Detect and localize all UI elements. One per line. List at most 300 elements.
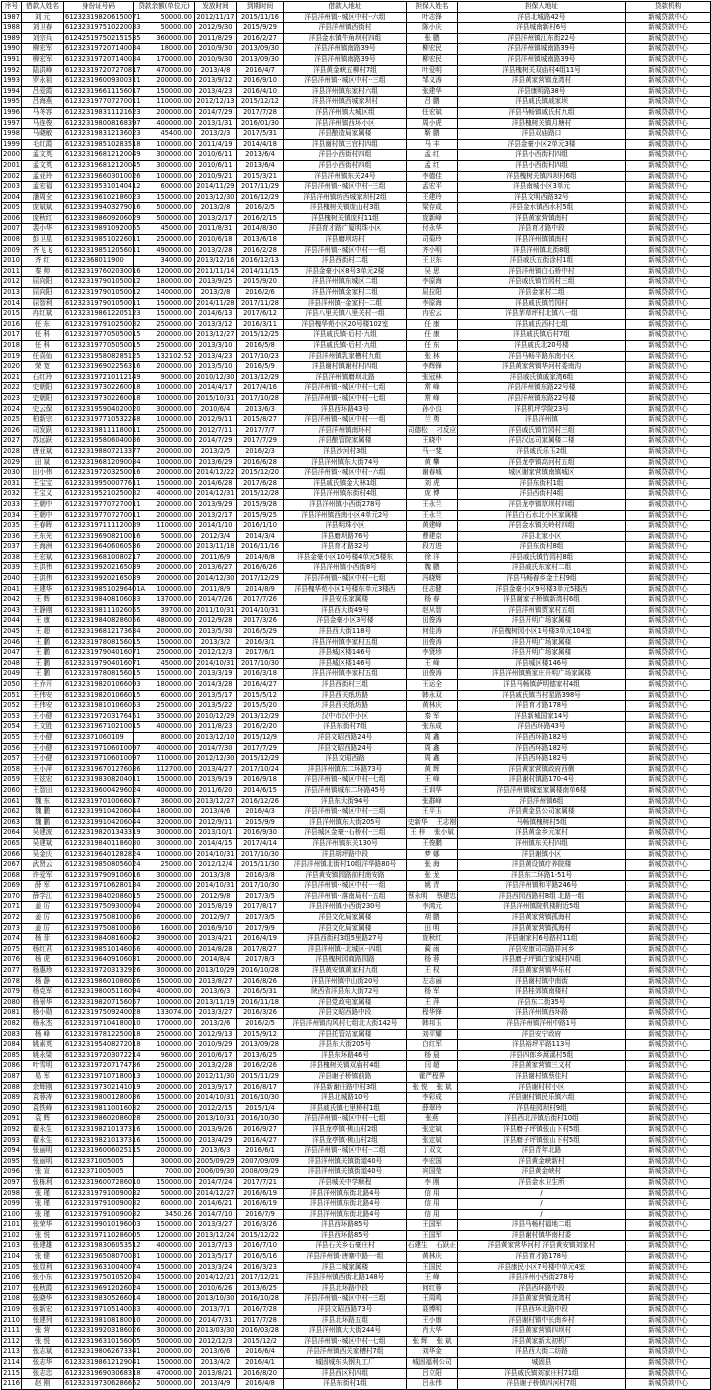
cell-guarantor-name: 张群峰 (407, 796, 458, 807)
cell-loan-balance: 200000.00 (134, 446, 195, 457)
cell-loan-institution: 新城贷款中心 (626, 457, 711, 468)
cell-borrower-name: 冉红斌 (22, 309, 64, 320)
table-row (2, 764, 711, 775)
table-row (2, 235, 711, 246)
cell-issue-date: 2013/2/3 (195, 129, 237, 140)
cell-loan-institution: 新城贷款中心 (626, 446, 711, 457)
cell-borrower-address: 洋县洋州镇东大街74号 (284, 457, 407, 468)
cell-due-date: 2016/10/30 (237, 1093, 284, 1104)
cell-id-number: 612323199202165039 (64, 574, 134, 585)
cell-seq: 2077 (2, 966, 22, 977)
cell-due-date: 2017/7/28 (237, 1315, 284, 1326)
cell-borrower-address: 洋县东大街94号 (284, 796, 407, 807)
table-row (2, 1273, 711, 1284)
cell-due-date: 2016/4/27 (237, 680, 284, 691)
cell-seq: 2053 (2, 711, 22, 722)
cell-due-date: 2016/4/7 (237, 65, 284, 76)
cell-borrower-address: 洋县新谢庄路中村3组 (284, 1082, 407, 1093)
cell-id-number: 612323198401186030 (64, 838, 134, 849)
table-row (2, 341, 711, 352)
cell-loan-balance: 150000.00 (134, 1262, 195, 1273)
cell-guarantor-address: 洋县槐树关镇四坝村6组 (458, 171, 626, 182)
cell-guarantor-name: 李宏国 (407, 1156, 458, 1167)
cell-issue-date: 2010/6/4 (195, 404, 237, 415)
cell-seq: 2019 (2, 351, 22, 362)
table-row (2, 891, 711, 902)
cell-seq: 1990 (2, 44, 22, 55)
cell-borrower-name: 田 斌 (22, 457, 64, 468)
cell-loan-balance: 45000.00 (134, 224, 195, 235)
cell-due-date: 2016/2/26 (237, 1061, 284, 1072)
cell-guarantor-name: 徐 洋 (407, 552, 458, 563)
cell-loan-balance: 150000.00 (134, 478, 195, 489)
cell-guarantor-name: 谢春城 (407, 468, 458, 479)
cell-guarantor-name: 史新华 王志刚 (407, 817, 458, 828)
cell-borrower-name: 王朝中 (22, 499, 64, 510)
cell-seq: 2084 (2, 1040, 22, 1051)
table-row (2, 552, 711, 563)
cell-guarantor-name: 吕立阳 (407, 1368, 458, 1379)
cell-id-number: 612323198807213377 (64, 446, 134, 457)
cell-id-number: 612323196004296024 (64, 785, 134, 796)
cell-id-number: 612323198402086015 (64, 891, 134, 902)
cell-guarantor-name: 程华锋 (407, 1008, 458, 1019)
cell-loan-institution: 新城贷款中心 (626, 383, 711, 394)
cell-loan-institution: 新城贷款中心 (626, 531, 711, 542)
cell-guarantor-name: 王 峰 (407, 775, 458, 786)
cell-id-number: 612323196009300311 (64, 76, 134, 87)
cell-seq: 2056 (2, 743, 22, 754)
cell-loan-balance: 120000.00 (134, 1230, 195, 1241)
cell-guarantor-address: 洋县谢家村6号路村11组 (458, 934, 626, 945)
cell-guarantor-address: 洋县城南新村6号 (458, 23, 626, 34)
table-row (2, 65, 711, 76)
cell-id-number: 612323196812120049 (64, 150, 134, 161)
cell-guarantor-name: 宾国莹 (407, 1167, 458, 1178)
cell-borrower-name: 赵 刚 (22, 1379, 64, 1390)
cell-loan-institution: 新城贷款中心 (626, 1294, 711, 1305)
cell-guarantor-address: 洋县双庙路口 (458, 129, 626, 140)
cell-loan-balance: 300000.00 (134, 436, 195, 447)
table-row (2, 139, 711, 150)
cell-due-date: 2016/4/27 (237, 1135, 284, 1146)
cell-issue-date: 2013/5/22 (195, 701, 237, 712)
cell-guarantor-name: 周 鑫 (407, 732, 458, 743)
table-row (2, 542, 711, 553)
cell-guarantor-address: 洋县西园西路村8组 北路一组 (458, 891, 626, 902)
cell-guarantor-name: 王平玉 (407, 807, 458, 818)
cell-guarantor-name: 王运全 (407, 680, 458, 691)
cell-seq: 2027 (2, 436, 22, 447)
cell-loan-balance: 200000.00 (134, 552, 195, 563)
cell-borrower-name: 张丽明 (22, 1146, 64, 1157)
cell-loan-institution: 新城贷款中心 (626, 86, 711, 97)
cell-borrower-address: 洋县洋州镇··城区中村··三组 (284, 1294, 407, 1305)
cell-borrower-name: 柳宏军 (22, 44, 64, 55)
cell-guarantor-address: 洋县谢村镇中南街 (458, 976, 626, 987)
cell-seq: 2006 (2, 213, 22, 224)
table-row (2, 1008, 711, 1019)
cell-borrower-address: 洋县黄安镇园路前村南安路 (284, 870, 407, 881)
cell-borrower-name: 屈向阳 (22, 288, 64, 299)
cell-due-date: 2016/10/30 (237, 1114, 284, 1125)
cell-due-date: 2016/3/18 (237, 669, 284, 680)
cell-guarantor-address: 洋县戚氏北20号楼 (458, 341, 626, 352)
cell-seq: 2065 (2, 838, 22, 849)
cell-due-date: 2017/7/26 (237, 595, 284, 606)
cell-loan-balance: 140000.00 (134, 288, 195, 299)
cell-seq: 2046 (2, 637, 22, 648)
cell-loan-institution: 新城贷款中心 (626, 1008, 711, 1019)
cell-borrower-name: 王宏斌 (22, 552, 64, 563)
cell-due-date: 2017/6/12 (237, 309, 284, 320)
cell-borrower-name: 齐飞飞 (22, 245, 64, 256)
table-row (2, 1061, 711, 1072)
cell-borrower-address: 洋县洋州镇西街北路148号 (284, 1273, 407, 1284)
cell-borrower-address: 洋县西区村四组 (284, 1368, 407, 1379)
cell-borrower-address: 洋县洋州镇·唐寨中路·一组 (284, 1252, 407, 1263)
cell-id-number: 612323197904016071 (64, 658, 134, 669)
cell-guarantor-address: 洋县西大街二纺路 (458, 1347, 626, 1358)
cell-guarantor-address: 洋县育才路中段 (458, 224, 626, 235)
cell-id-number: 612323195310140412 (64, 182, 134, 193)
cell-loan-institution: 新城贷款中心 (626, 807, 711, 818)
cell-seq: 2035 (2, 521, 22, 532)
cell-guarantor-address: 洋县城区楼146号 (458, 658, 626, 669)
cell-loan-institution: 新城贷款中心 (626, 1241, 711, 1252)
cell-id-number: 612323196310156005 (64, 1336, 134, 1347)
cell-guarantor-address: 洋县谢村镇蔡佳村 (458, 1071, 626, 1082)
table-row (2, 309, 711, 320)
table-row (2, 1135, 711, 1146)
cell-id-number: 61232368011900 (64, 256, 134, 267)
header-due-date: 到期时间 (237, 2, 284, 13)
cell-issue-date: 2014/7/26 (195, 595, 237, 606)
cell-guarantor-name: 屈拉阳 (407, 288, 458, 299)
cell-id-number: 612323197710532248 (64, 415, 134, 426)
table-row (2, 1156, 711, 1167)
cell-loan-balance: 150000.00 (134, 1358, 195, 1369)
cell-seq: 2014 (2, 298, 22, 309)
cell-guarantor-address: 洋县汉远司家属楼二楼 (458, 436, 626, 447)
cell-guarantor-address: 洋县青年北路 (458, 1146, 626, 1157)
cell-loan-balance: 500000.00 (134, 203, 195, 214)
table-row (2, 404, 711, 415)
cell-seq: 2054 (2, 722, 22, 733)
cell-loan-institution: 新城贷款中心 (626, 563, 711, 574)
cell-borrower-address: 洋县洋州镇城东二环路45号 (284, 785, 407, 796)
cell-id-number: 612323195408272018 (64, 1040, 134, 1051)
cell-guarantor-name: 田俊涛 (407, 637, 458, 648)
cell-borrower-address: 洋县洋州镇··城区中村··三组 (284, 182, 407, 193)
cell-borrower-name: 吴金庆 (22, 849, 64, 860)
cell-due-date: 2016/3/11 (237, 319, 284, 330)
cell-issue-date: 2013/3/19 (195, 669, 237, 680)
cell-guarantor-address: 洋县洋州镇 (458, 415, 626, 426)
cell-seq: 2105 (2, 1262, 22, 1273)
table-row (2, 1146, 711, 1157)
cell-loan-balance: 96000.00 (134, 1050, 195, 1061)
table-row (2, 584, 711, 595)
cell-borrower-name: 王宝义 (22, 489, 64, 500)
cell-issue-date: 2013/2/8 (195, 203, 237, 214)
table-row (2, 171, 711, 182)
cell-due-date: 2017/9/9 (237, 923, 284, 934)
cell-loan-balance: 200000.00 (134, 468, 195, 479)
cell-seq: 2015 (2, 309, 22, 320)
cell-id-number: 612323198201343319 (64, 828, 134, 839)
cell-borrower-name: 王春晖 (22, 521, 64, 532)
cell-guarantor-address: 洋县西街村4组 (458, 489, 626, 500)
cell-due-date: 2015/9/9 (237, 817, 284, 828)
table-row (2, 648, 711, 659)
cell-guarantor-address: 洋县小西街村四组 (458, 160, 626, 171)
cell-loan-balance: 170000.00 (134, 54, 195, 65)
cell-guarantor-name: 张 鹏 (407, 33, 458, 44)
cell-guarantor-name: 张东成 (407, 722, 458, 733)
table-row (2, 743, 711, 754)
cell-borrower-address: 洋县胡坪路中段 (284, 849, 407, 860)
cell-issue-date: 2005/09/29 (195, 1156, 237, 1167)
cell-loan-institution: 新城贷款中心 (626, 341, 711, 352)
table-row (2, 33, 711, 44)
cell-guarantor-address: 洋州镇东关村四组 (458, 838, 626, 849)
cell-id-number: 612323198510283518 (64, 139, 134, 150)
cell-loan-balance: 150000.00 (134, 298, 195, 309)
cell-seq: 2106 (2, 1273, 22, 1284)
cell-borrower-name: 任 科 (22, 330, 64, 341)
cell-guarantor-address: 洋县东二环路1-51号 (458, 870, 626, 881)
cell-id-number: 612323197812250018 (64, 1029, 134, 1040)
cell-guarantor-address: / (458, 1188, 626, 1199)
cell-loan-balance: 500000.00 (134, 213, 195, 224)
cell-borrower-address: 洋县洋州镇··城区中村··七组 (284, 393, 407, 404)
cell-issue-date: 2012/11/30 (195, 1071, 237, 1082)
cell-guarantor-address: 洋县龙亭镇草坝村四组 (458, 499, 626, 510)
cell-due-date: 2013/6/25 (237, 1050, 284, 1061)
cell-loan-institution: 新城贷款中心 (626, 298, 711, 309)
cell-guarantor-address: 洋县育才路178号 (458, 1252, 626, 1263)
cell-borrower-address: 洋县洋州镇··城区中村··七组 (284, 775, 407, 786)
cell-guarantor-name: 王 峰 (407, 1273, 458, 1284)
cell-due-date: 2016/3/8 (237, 870, 284, 881)
cell-guarantor-address: 洋县谢镇小区 (458, 849, 626, 860)
cell-borrower-name: 王海洲 (22, 542, 64, 553)
cell-loan-institution: 新城贷款中心 (626, 1368, 711, 1379)
cell-borrower-name: 石红玲 (22, 372, 64, 383)
cell-due-date: 2016/9/27 (237, 1124, 284, 1135)
cell-guarantor-address: 洋县机坪学院23号 (458, 404, 626, 415)
cell-loan-balance: 150000.00 (134, 669, 195, 680)
cell-id-number: 612323198312136023 (64, 129, 134, 140)
cell-id-number: 612323196406060536 (64, 542, 134, 553)
cell-due-date: 2017/10/30 (237, 881, 284, 892)
cell-id-number: 612323197705050015 (64, 341, 134, 352)
cell-due-date: 2017/6/1 (237, 648, 284, 659)
cell-due-date: 2017/12/29 (237, 574, 284, 585)
table-row (2, 531, 711, 542)
cell-borrower-address: 汉中市汉中小区 (284, 711, 407, 722)
cell-borrower-name: 杨景华 (22, 997, 64, 1008)
cell-loan-balance: 100000.00 (134, 457, 195, 468)
cell-borrower-name: 吕海燕 (22, 97, 64, 108)
table-row (2, 1124, 711, 1135)
cell-id-number: 612323196902256316 (64, 362, 134, 373)
cell-loan-institution: 新城贷款中心 (626, 690, 711, 701)
cell-guarantor-address: 洋县谢村村小区 (458, 1082, 626, 1093)
cell-issue-date: 2010/9/21 (195, 171, 237, 182)
cell-id-number: 612323197602030016 (64, 266, 134, 277)
cell-issue-date: 2012/7/11 (195, 425, 237, 436)
cell-guarantor-address: 洋县小西街村四组 (458, 150, 626, 161)
cell-due-date: 2015/5/12 (237, 690, 284, 701)
cell-loan-balance: 400000.00 (134, 722, 195, 733)
table-row (2, 457, 711, 468)
cell-id-number: 612323197705050015 (64, 330, 134, 341)
cell-issue-date: 2014/7/24 (195, 1177, 237, 1188)
cell-borrower-name: 王智田 (22, 785, 64, 796)
cell-guarantor-name: 姚 青 (407, 881, 458, 892)
cell-issue-date: 2013/2/5 (195, 446, 237, 457)
cell-guarantor-address: 洋县西环路182号 (458, 754, 626, 765)
table-row (2, 372, 711, 383)
cell-seq: 1989 (2, 33, 22, 44)
cell-guarantor-address: 洋县戚氏镇竹园村 (458, 298, 626, 309)
cell-loan-institution: 新城贷款中心 (626, 1273, 711, 1284)
cell-guarantor-address: 洋县洋州镇贾家村五组 (458, 605, 626, 616)
cell-loan-balance: 7000.00 (134, 1167, 195, 1178)
cell-loan-institution: 新城贷款中心 (626, 1188, 711, 1199)
table-row (2, 1283, 711, 1294)
cell-guarantor-name: 任宏斌 (407, 107, 458, 118)
cell-borrower-name: 吴建斌 (22, 838, 64, 849)
table-row (2, 192, 711, 203)
cell-seq: 2033 (2, 499, 22, 510)
cell-issue-date: 2013/3/8 (195, 870, 237, 881)
table-row (2, 182, 711, 193)
cell-guarantor-name: 吕 鹏 (407, 97, 458, 108)
cell-borrower-name: 张 宣 (22, 1167, 64, 1178)
cell-due-date: 2013/12/29 (237, 711, 284, 722)
cell-issue-date: 2010/6/11 (195, 160, 237, 171)
table-row (2, 160, 711, 171)
cell-loan-balance: 200000.00 (134, 1146, 195, 1157)
cell-due-date: 2015/12/29 (237, 754, 284, 765)
cell-guarantor-name: 黄林庆 (407, 1252, 458, 1263)
cell-issue-date: 2013/4/27 (195, 764, 237, 775)
table-row (2, 1093, 711, 1104)
cell-loan-balance: 400000.00 (134, 944, 195, 955)
cell-seq: 2049 (2, 669, 22, 680)
cell-borrower-address: 洋县谢子桥镇前路 (284, 1071, 407, 1082)
cell-guarantor-address: 洋县洋州镇城南路39号 (458, 54, 626, 65)
cell-issue-date: 2014/3/28 (195, 680, 237, 691)
cell-guarantor-address: 洋县黄金乡元家村 (458, 828, 626, 839)
cell-loan-institution: 新城贷款中心 (626, 881, 711, 892)
cell-seq: 1994 (2, 86, 22, 97)
table-row (2, 213, 711, 224)
cell-due-date: 2016/6/19 (237, 1199, 284, 1210)
header-borrower-address: 借款人地址 (284, 2, 407, 13)
cell-guarantor-name: 张定斌 (407, 1124, 458, 1135)
cell-guarantor-name: 黄 辉 (407, 764, 458, 775)
cell-seq: 2008 (2, 235, 22, 246)
cell-seq: 2109 (2, 1305, 22, 1316)
cell-id-number: 612323198111180011 (64, 425, 134, 436)
cell-due-date: 2016/9/10 (237, 76, 284, 87)
cell-guarantor-address: 洋县黄金县公司家属楼 (458, 807, 626, 818)
cell-loan-institution: 新城贷款中心 (626, 489, 711, 500)
cell-guarantor-name: 信 用 (407, 1199, 458, 1210)
cell-seq: 2061 (2, 796, 22, 807)
cell-borrower-address: 洋县龙亭镇·桃山村2组 (284, 1135, 407, 1146)
cell-seq: 2091 (2, 1114, 22, 1125)
cell-loan-balance: 50000.00 (134, 531, 195, 542)
cell-guarantor-name: 周 鑫 (407, 754, 458, 765)
cell-borrower-address: 洋县洋州镇··落南局村··五组 (284, 891, 407, 902)
cell-issue-date: 2011/11/14 (195, 266, 237, 277)
cell-borrower-address: 洋县洋州镇··城区中村··七组 (284, 574, 407, 585)
cell-due-date: 2016/12/29 (237, 192, 284, 203)
cell-loan-institution: 新城贷款中心 (626, 160, 711, 171)
cell-guarantor-address: 洋县洋州镇东路22号楼 (458, 383, 626, 394)
cell-id-number: 612323198062673341 (64, 1347, 134, 1358)
cell-borrower-name: 齐 红 (22, 256, 64, 267)
cell-seq: 2025 (2, 415, 22, 426)
cell-seq: 2032 (2, 489, 22, 500)
cell-loan-institution: 新城贷款中心 (626, 351, 711, 362)
cell-loan-balance: 250000.00 (134, 235, 195, 246)
cell-loan-balance: 400000.00 (134, 785, 195, 796)
cell-due-date: 2016/5/8 (237, 341, 284, 352)
cell-seq: 2067 (2, 860, 22, 871)
table-row (2, 44, 711, 55)
cell-due-date: 2017/7/7 (237, 425, 284, 436)
cell-due-date: 2014/6/15 (237, 785, 284, 796)
cell-loan-institution: 新城贷款中心 (626, 510, 711, 521)
cell-issue-date: 2013/9/12 (195, 76, 237, 87)
cell-borrower-name: 王小健 (22, 711, 64, 722)
cell-guarantor-address: 洋县洋州镇北街8组 (458, 245, 626, 256)
cell-loan-balance: 360000.00 (134, 33, 195, 44)
cell-issue-date: 2014/12/27 (195, 1188, 237, 1199)
cell-due-date: 2016/12/13 (237, 256, 284, 267)
cell-loan-institution: 新城贷款中心 (626, 499, 711, 510)
cell-guarantor-address: 洋县开明广场家属楼 (458, 637, 626, 648)
cell-loan-institution: 新城贷款中心 (626, 224, 711, 235)
cell-issue-date: 2013/8/27 (195, 976, 237, 987)
cell-guarantor-address: 洋县洋州镇东路22号楼 (458, 393, 626, 404)
table-row (2, 997, 711, 1008)
cell-due-date: 2016/6/28 (237, 457, 284, 468)
cell-issue-date: 2013/4/21 (195, 934, 237, 945)
cell-due-date: 2015/9/28 (237, 499, 284, 510)
table-row (2, 838, 711, 849)
cell-issue-date: 2013/9/26 (195, 1124, 237, 1135)
cell-loan-institution: 新城贷款中心 (626, 552, 711, 563)
cell-loan-balance: 150000.00 (134, 86, 195, 97)
cell-seq: 2020 (2, 362, 22, 373)
table-row (2, 913, 711, 924)
cell-guarantor-name: 王晓中 (407, 436, 458, 447)
cell-loan-balance: 150000.00 (134, 1177, 195, 1188)
cell-loan-balance: 30000.00 (134, 1156, 195, 1167)
cell-loan-balance: 200000.00 (134, 1347, 195, 1358)
cell-borrower-address: 洋县东大街205号 (284, 1040, 407, 1051)
cell-issue-date: 2013/2/8 (195, 288, 237, 299)
cell-borrower-name: 司发跃 (22, 425, 64, 436)
cell-issue-date: 2014/10/31 (195, 849, 237, 860)
